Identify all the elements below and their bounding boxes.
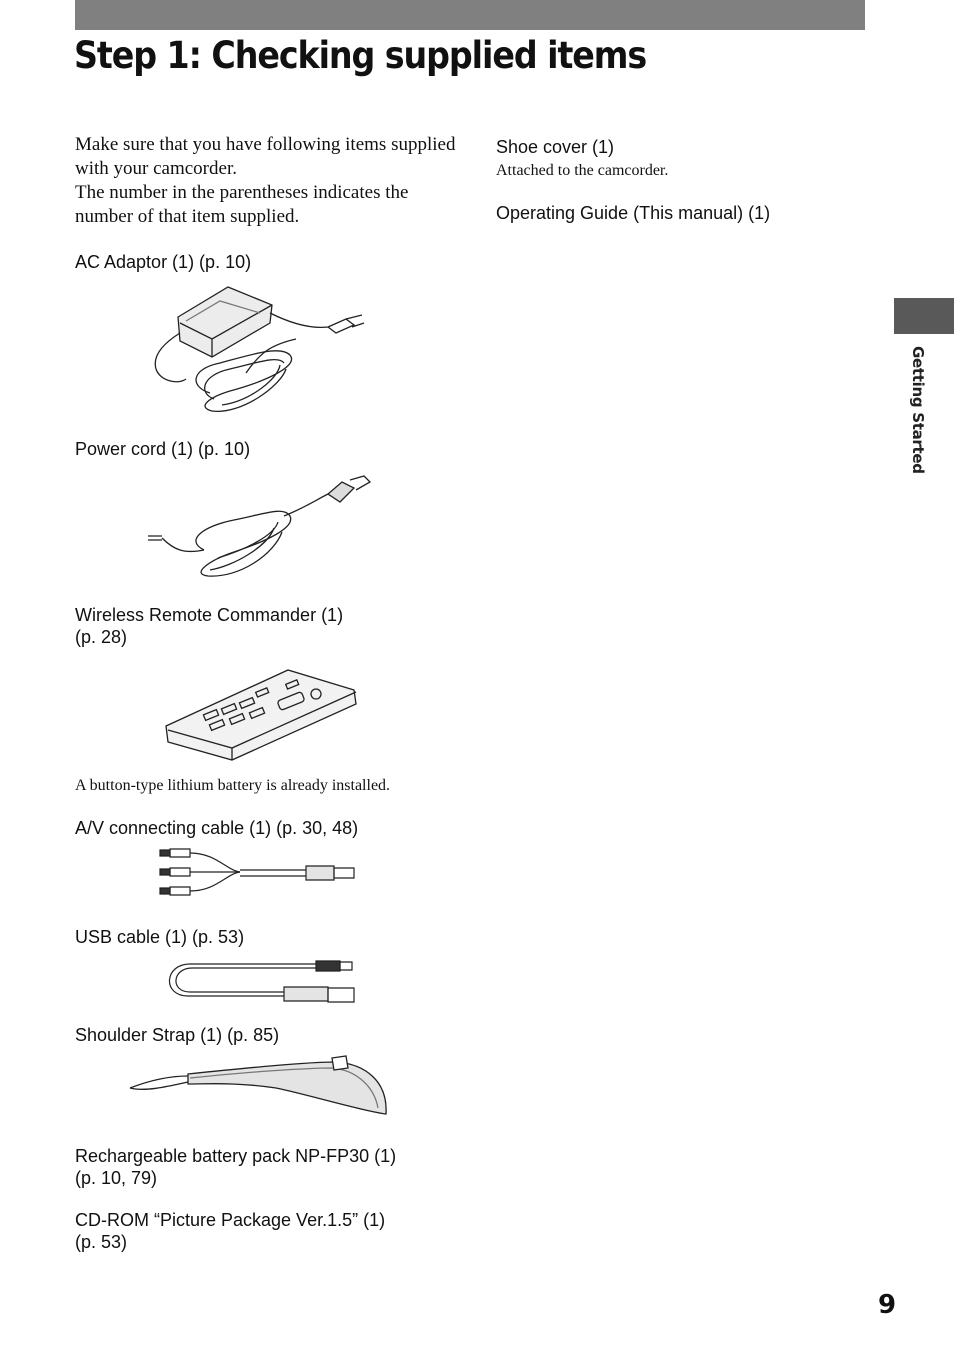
section-label: Getting Started (909, 346, 927, 474)
remote-commander-illustration (160, 666, 360, 766)
item-usb-cable-label: USB cable (1) (p. 53) (75, 927, 245, 947)
item-cdrom-label-line1: CD-ROM “Picture Package Ver.1.5” (1) (75, 1210, 386, 1230)
page-title: Step 1: Checking supplied items (74, 34, 647, 77)
power-cord-illustration (144, 470, 374, 580)
item-remote-label-line1: Wireless Remote Commander (1) (75, 605, 344, 625)
usb-cable-illustration (160, 956, 360, 1008)
ac-adaptor-illustration (150, 283, 370, 415)
item-shoe-cover-label: Shoe cover (1) (496, 137, 615, 157)
item-ac-adaptor-label: AC Adaptor (1) (p. 10) (75, 252, 252, 272)
item-cdrom-label-line2: (p. 53) (75, 1232, 128, 1252)
intro-text (75, 133, 465, 229)
item-battery-label-line2: (p. 10, 79) (75, 1168, 158, 1188)
item-av-cable-label: A/V connecting cable (1) (p. 30, 48) (75, 818, 359, 838)
av-cable-illustration (156, 846, 360, 898)
intro-line-2: The number in the parentheses indicates the number of that item supplied. (75, 182, 409, 227)
item-power-cord-label: Power cord (1) (p. 10) (75, 439, 251, 459)
intro-line-1: Make sure that you have following items supplied with your camcorder. (75, 134, 456, 179)
item-operating-guide-label: Operating Guide (This manual) (1) (496, 203, 771, 223)
page-number: 9 (878, 1290, 897, 1320)
shoulder-strap-illustration (126, 1054, 392, 1124)
section-tab (894, 298, 954, 334)
item-battery-label-line1: Rechargeable battery pack NP-FP30 (1) (75, 1146, 397, 1166)
item-remote-label-line2: (p. 28) (75, 627, 128, 647)
header-bar (75, 0, 865, 30)
item-remote-note: A button-type lithium battery is already installed. (75, 777, 391, 794)
item-shoulder-strap-label: Shoulder Strap (1) (p. 85) (75, 1025, 280, 1045)
item-shoe-cover-note: Attached to the camcorder. (496, 162, 669, 179)
